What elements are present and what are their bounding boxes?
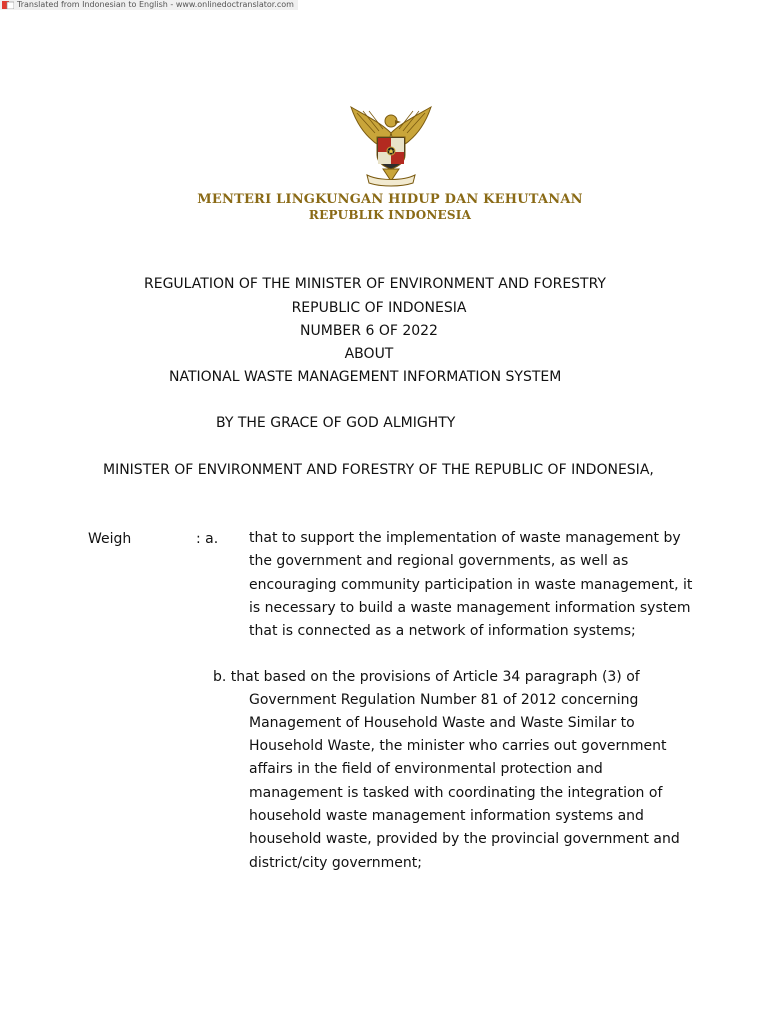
clause-b-line: household waste management information systems and [249, 807, 644, 824]
clause-b-text [249, 689, 680, 875]
clause-b-first-line: b. that based on the provisions of Article 34 paragraph (3) of [213, 669, 640, 685]
regulation-title-line1: REGULATION OF THE MINISTER OF ENVIRONMENT AND FORESTRY [144, 276, 606, 292]
clause-a-line: that to support the implementation of waste management by [249, 530, 681, 546]
garuda-emblem-icon [345, 103, 437, 187]
clause-b-line: district/city government; [249, 854, 422, 871]
clause-a-marker: : a. [196, 531, 219, 547]
clause-b-line: affairs in the field of environmental protection and [249, 761, 603, 778]
translation-banner [0, 0, 298, 10]
clause-a-line: that is connected as a network of information systems; [249, 623, 636, 640]
regulation-about: ABOUT [344, 346, 394, 362]
banner-text: Translated from Indonesian to English - www.onlinedoctranslator.com [17, 0, 294, 9]
grace-line: BY THE GRACE OF GOD ALMIGHTY [216, 415, 456, 431]
clause-b-line: management is tasked with coordinating the integration of [249, 784, 663, 801]
regulation-title-line2: REPUBLIC OF INDONESIA [291, 299, 467, 316]
clause-a-line: encouraging community participation in waste management, it [249, 576, 693, 593]
clause-b-line: Household Waste, the minister who carries out government [249, 738, 667, 755]
ministry-name-line1: MENTERI LINGKUNGAN HIDUP DAN KEHUTANAN [197, 192, 583, 207]
minister-line: MINISTER OF ENVIRONMENT AND FORESTRY OF THE REPUBLIC OF INDONESIA, [103, 462, 654, 478]
clause-b-line: Government Regulation Number 81 of 2012 concerning [249, 691, 639, 708]
ministry-name-line2: REPUBLIK INDONESIA [308, 208, 472, 222]
clause-b-line: household waste, provided by the provincial government and [249, 831, 680, 848]
clause-a-line: the government and regional governments, as well as [249, 553, 629, 570]
clause-b-line: Management of Household Waste and Waste Similar to [249, 714, 635, 731]
weigh-label: Weigh [88, 531, 132, 547]
clause-a-text [249, 527, 692, 643]
translator-logo-icon [2, 1, 14, 9]
regulation-subject: NATIONAL WASTE MANAGEMENT INFORMATION SYSTEM [169, 369, 562, 385]
regulation-number: NUMBER 6 OF 2022 [300, 322, 438, 339]
clause-a-line: is necessary to build a waste management information system [249, 599, 691, 616]
